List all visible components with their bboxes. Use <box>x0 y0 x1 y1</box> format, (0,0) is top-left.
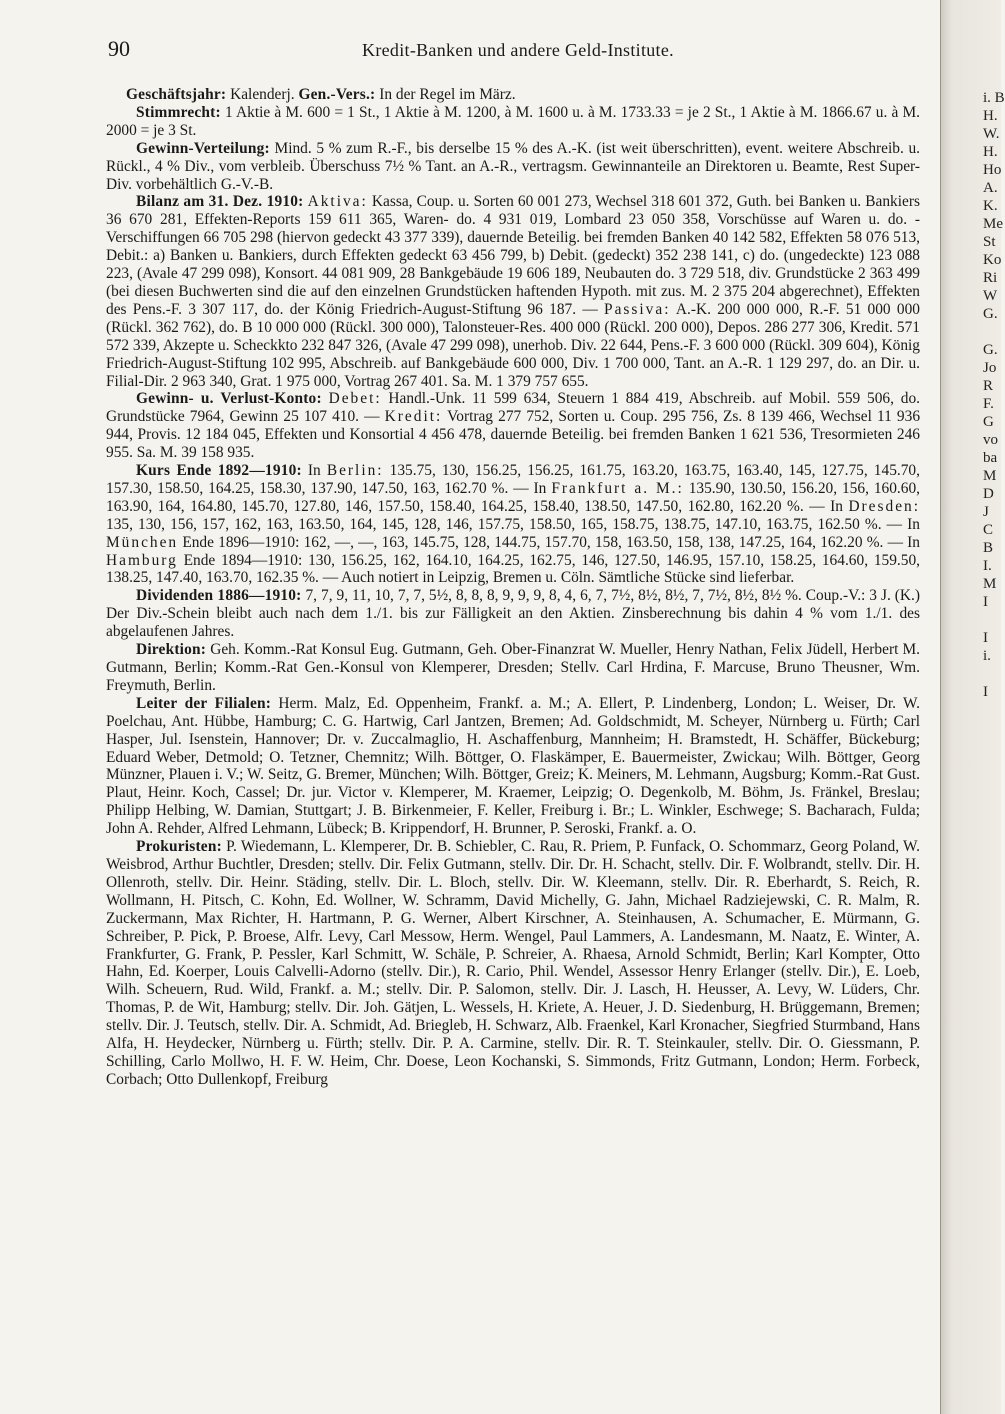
adjacent-page-fragment: K. <box>983 198 998 214</box>
paragraph-stimmrecht <box>106 104 920 140</box>
paragraph-text: 1 Aktie à M. 600 = 1 St., 1 Aktie à M. 1200, à M. 1600 u. à M. 1733.33 = je 2 St., 1 Aktie à M. 1866.67 u. à M. 2000 = je 3 St. <box>106 103 920 139</box>
adjacent-page-fragment: F. <box>983 396 994 412</box>
adjacent-page-fragment: G. <box>983 342 998 358</box>
paragraph-text: Geh. Komm.-Rat Konsul Eug. Gutmann, Geh. Ober-Finanzrat W. Mueller, Henry Nathan, Felix Jüdell, Herbert M. Gutmann, Berlin; Komm.-Rat Gen.-Konsul von Klemperer, Dresden; Stellv. Carl Hrdina, F. Marcuse, Bruno Theusner, Wm. Freymuth, Berlin. <box>106 641 920 694</box>
spaced-label: Dresden: <box>848 497 920 515</box>
paragraph-text: 135.90, 130.50, 156.20, 156, 160.60, 163.90, 164, 164.80, 145.70, 127.80, 146, 157.50, 158.40, 164.25, 158.40, 138.50, 147.50, 162.80, 162.20 %. — In <box>106 479 921 515</box>
paragraph-text: 7, 7, 9, 11, 10, 7, 7, 5½, 8, 8, 8, 9, 9, 9, 8, 4, 6, 7, 7½, 8½, 8½, 7, 7½, 8½, 8½ %. Coup.-V.: 3 J. (K.) Der Div.-Schein bleibt auch nach dem 1./1. bis zur Fälligkeit an den Aktien. Zinsberechnung bis dahin 4 % vom 1./1. des abgelaufenen Jahres. <box>106 587 920 641</box>
page-header <box>108 36 928 66</box>
paragraph-text: In <box>301 462 327 480</box>
adjacent-page-fragment: Ri <box>983 270 998 286</box>
adjacent-page-fragment: Jo <box>983 360 997 376</box>
adjacent-page-fragment: A. <box>983 180 998 196</box>
paragraph-text: 135.75, 130, 156.25, 156.25, 161.75, 163.20, 163.75, 163.40, 145, 127.75, 145.70, 157.30, 158.50, 164.25, 158.30, 137.90, 147.50, 163, 162.70 %. — In <box>106 462 920 497</box>
paragraph-bilanz <box>106 193 920 390</box>
spaced-label: München <box>106 533 179 551</box>
adjacent-page-fragment: D <box>983 486 994 502</box>
paragraph-direktion <box>106 641 920 695</box>
section-heading: Geschäftsjahr: <box>126 86 227 103</box>
paragraph-text: Kassa, Coup. u. Sorten 60 001 273, Wechsel 318 601 372, Guth. bei Banken u. Bankiers 36 670 281, Effekten-Reports 159 611 365, Waren- do. 4 931 019, Lombard 23 050 358, Vorschüsse auf Waren u. do. -Verschiffungen 66 705 298 (hiervon gedeckt 43 377 339), dauernde Beteilig. bei fremden Banken 40 142 582, Effekten 58 076 513, Debit.: a) Banken u. Bankiers, durch Effekten gedeckt 63 456 799, b) Debit. (gedeckt) 352 238 141, c) do. (ungedeckte) 123 088 223, (Avale 47 299 098), Konsort. 44 081 909, 28 Bankgebäude 19 606 189, Neubauten do. 3 729 518, div. Grundstücke 2 363 499 (bei diesen Buchwerten sind die auf den einzelnen Grundstücken haftenden Hypoth. mit zus. M. 2 375 204 abgerechnet), Effekten des Pens.-F. 3 307 117, do. der König Friedrich-August-Stiftung 96 187. — <box>106 193 920 318</box>
paragraph-text: P. Wiedemann, L. Klemperer, Dr. B. Schiebler, C. Rau, R. Priem, P. Funfack, O. Schommarz, Georg Poland, W. Weisbrod, Arthur Buchtler, Dresden; stellv. Dir. Felix Gutmann, stellv. Dir. Dr. H. Schacht, stellv. Dir. F. Wolbrandt, stellv. Dir. H. Ollenroth, stellv. Dir. Heinr. Städing, stellv. Dir. L. Bloch, stellv. Dir. W. Kleemann, stellv. Dir. R. Eberhardt, S. Reich, R. Wollmann, H. Pitsch, C. Kohn, Ed. Wollner, W. Schramm, David Michelly, G. Jahn, Michael Radziejewski, C. R. Malm, R. Zuckermann, Max Richter, H. Hartmann, P. G. Werner, Albert Kirschner, A. Steinhausen, A. Schumacher, E. Mürmann, G. Schreiber, P. Pick, P. Broese, Alfr. Levy, Carl Messow, Herm. Wengel, Paul Lammers, A. Landesmann, M. Naatz, E. Winter, A. Frankfurter, G. Frank, P. Pessler, Karl Schmitt, W. Schäle, P. Schreier, A. Rhaesa, Arnold Schmidt, Berlin; Karl Kompter, Otto Hahn, Ed. Koerper, Louis Calvelli-Adorno (stellv. Dir.), R. Cario, Phil. Wendel, Assessor Henry Erlanger (stellv. Dir.), E. Loeb, Wilh. Scheuern, Rud. Wild, Frankf. a. M.; stellv. Dir. P. Salomon, stellv. Dir. J. Lasch, H. Heusser, A. Levy, W. Lüders, Chr. Thomas, P. de Wit, Hamburg; stellv. Dir. Joh. Gätjen, L. Wessels, H. Kriete, A. Heuer, J. D. Siedenburg, H. Brüggemann, Bremen; stellv. Dir. J. Teutsch, stellv. Dir. A. Schmidt, Ad. Briegleb, H. Schwarz, Alb. Fraenkel, Karl Kronacher, Siegfried Sturmband, Hans Alfa, H. Heydecker, Nürnberg u. Fürth; stellv. Dir. P. A. Carmine, stellv. Dir. R. T. Steinkauler, stellv. Dir. O. Giessmann, P. Schilling, Carlo Mollwo, H. F. W. Heim, Chr. Doese, Leon Kochanski, S. Simmonds, Fritz Gutmann, London; Herm. Forbeck, Corbach; Otto Dullenkopf, Freiburg <box>106 838 920 1088</box>
paragraph-prokuristen <box>106 838 920 1089</box>
adjacent-page-fragment: J <box>983 504 989 520</box>
paragraph-text: Herm. Malz, Ed. Oppenheim, Frankf. a. M.; A. Ellert, P. Lindenberg, London; L. Weiser, Dr. W. Poelchau, Ant. Hübbe, Hamburg; C. G. Hartwig, Carl Jantzen, Bremen; Ad. Goldschmidt, M. Scheyer, Nürnberg u. Fürth; Carl Hasper, Jul. Isenstein, Hannover; Dr. v. Zuccalmaglio, H. Aschaffenburg, Mannheim; H. Bramstedt, H. Schäffer, Bückeburg; Eduard Weber, Detmold; O. Tetzner, Chemnitz; Wilh. Böttger, O. Flaskämper, E. Bauermeister, Zwickau; Wilh. Böttger, Georg Münzner, Plauen i. V.; W. Seitz, G. Bremer, München; Wilh. Böttger, Greiz; K. Meiners, M. Lehmann, Augsburg; Komm.-Rat Gust. Plaut, Heinr. Koch, Cassel; Dr. jur. Victor v. Klemperer, M. Kraemer, Leipzig; O. Degenkolb, M. Böhm, Js. Fränkel, Breslau; Philipp Helbing, W. Damian, Stuttgart; J. B. Birkenmeier, F. Keller, Freiburg i. Br.; L. Winkler, Eschwege; S. Bacharach, Fulda; John A. Rehder, Alfred Lehmann, Lübeck; B. Krippendorf, H. Brunner, P. Seroski, Frankf. a. O. <box>106 694 920 838</box>
paragraph-dividenden <box>106 587 920 641</box>
adjacent-page-fragment: I <box>983 684 988 700</box>
adjacent-page-fragment: M <box>983 468 997 484</box>
paragraph-gewinn-verlust <box>106 390 920 462</box>
adjacent-page-fragment: I <box>983 630 988 646</box>
adjacent-page-fragment: Me <box>983 216 1003 232</box>
section-heading: Stimmrecht: <box>136 103 221 121</box>
adjacent-page-fragment: Ko <box>983 252 1002 268</box>
paragraph-kurs <box>106 462 920 587</box>
page-number: 90 <box>108 36 130 61</box>
adjacent-page-fragment: i. B <box>983 90 1005 106</box>
adjacent-page-fragment: M <box>983 576 997 592</box>
section-heading: Gewinn-Verteilung: <box>136 139 270 157</box>
section-heading: Prokuristen: <box>136 838 222 856</box>
paragraph-geschaeftsjahr <box>106 86 920 104</box>
adjacent-page-fragment: Ho <box>983 162 1002 178</box>
adjacent-page-fragment: I <box>983 594 988 610</box>
adjacent-page-fragment: B <box>983 540 994 556</box>
paragraph-text <box>322 390 329 407</box>
adjacent-page-fragment: W <box>983 288 998 304</box>
adjacent-page-fragment: H. <box>983 144 998 160</box>
section-heading: Kurs Ende 1892—1910: <box>136 462 302 480</box>
paragraph-leiter <box>106 695 920 838</box>
paragraph-gewinnverteilung <box>106 140 920 194</box>
paragraph-text: Handl.-Unk. 11 599 634, Steuern 1 884 419, Abschreib. auf Mobil. 559 506, do. Grundstücke 7964, Gewinn 25 107 410. — <box>106 390 920 426</box>
paragraph-text: Kalenderj. <box>226 86 299 103</box>
section-heading: Dividenden 1886—1910: <box>136 587 302 605</box>
adjacent-page-fragment: G <box>983 414 994 430</box>
spaced-label: Hamburg <box>106 551 178 569</box>
paragraph-text: A.-K. 200 000 000, R.-F. 51 000 000 (Rückl. 362 762), do. B 10 000 000 (Rückl. 300 000), Talonsteuer-Res. 400 000 (Rückl. 200 000), Depos. 286 277 306, Kredit. 571 572 339, Akzepte u. Scheckkto 232 847 326, (Avale 47 299 098), unerhob. Div. 22 644, Pens.-F. 3 600 000 (Rückl. 309 604), König Friedrich-August-Stiftung 102 995, Abschreib. auf Bankgebäude 600 000, Div. 1 700 000, Tant. an A.-R. 1 129 297, do. an Dir. u. Filial-Dir. 2 963 340, Grat. 1 975 000, Vortrag 267 401. Sa. M. 1 379 757 655. <box>106 300 920 390</box>
paragraph-text: In der Regel im März. <box>375 86 516 103</box>
adjacent-page-fragment: W. <box>983 126 1000 142</box>
adjacent-page-fragment: i. <box>983 648 991 664</box>
paragraph-text: Ende 1896—1910: 162, —, —, 163, 145.75, 128, 144.75, 157.70, 158, 163.50, 158, 138, 147.25, 164, 162.20 %. — In <box>178 533 920 551</box>
section-heading: Gen.-Vers.: <box>298 86 376 103</box>
adjacent-page-fragment: St <box>983 234 996 250</box>
running-title: Kredit-Banken und andere Geld-Institute. <box>362 40 674 60</box>
paragraph-text: Ende 1894—1910: 130, 156.25, 162, 164.10, 164.25, 162.75, 146, 127.50, 146.95, 157.10, 158.25, 164.60, 159.50, 138.25, 147.40, 163.70, 162.35 %. — Auch notiert in Leipzig, Bremen u. Cöln. Sämtliche Stücke sind lieferbar. <box>106 551 920 587</box>
section-heading: Gewinn- u. Verlust-Konto: <box>136 390 322 408</box>
section-heading: Leiter der Filialen: <box>136 694 272 712</box>
adjacent-page-fragment: C <box>983 522 994 538</box>
spaced-label: Debet: <box>328 390 382 408</box>
paragraph-text: Mind. 5 % zum R.-F., bis derselbe 15 % des A.-K. (ist weit überschritten), event. weitere Abschreib. u. Rückl., 4 % Div., vom verbleib. Überschuss 7½ % Tant. an A.-R., vertragsm. Gewinnanteile an Direktoren u. Beamte, Rest Super-Div. vorbehältlich G.-V.-B. <box>106 139 920 193</box>
adjacent-page-edge <box>940 0 1005 1414</box>
section-heading: Bilanz am 31. Dez. 1910: <box>136 193 304 211</box>
adjacent-page-fragment: H. <box>983 108 998 124</box>
adjacent-page-fragment: G. <box>983 306 998 322</box>
article-body <box>106 86 920 1089</box>
paragraph-text: 135, 130, 156, 157, 162, 163, 163.50, 164, 145, 128, 146, 157.75, 158.50, 165, 158.75, 138.75, 147.10, 163.75, 162.50 %. — In <box>106 515 920 533</box>
spaced-label: Passiva: <box>604 300 671 318</box>
spaced-label: Aktiva: <box>307 193 368 211</box>
paragraph-text: Vortrag 277 752, Sorten u. Coup. 295 756, Zs. 8 139 466, Wechsel 11 936 944, Provis. 12 184 045, Effekten und Konsortial 4 456 478, dauernde Beteilig. bei fremden Banken 1 621 536, Tresormieten 246 955. Sa. M. 39 158 935. <box>106 408 921 462</box>
section-heading: Direktion: <box>136 641 207 659</box>
adjacent-page-fragment: R <box>983 378 994 394</box>
adjacent-page-fragment: I. <box>983 558 992 574</box>
spaced-label: Berlin: <box>326 462 384 480</box>
spaced-label: Frankfurt a. M.: <box>551 479 684 497</box>
adjacent-page-fragment: vo <box>983 432 998 448</box>
spaced-label: Kredit: <box>384 408 443 426</box>
adjacent-page-fragment: ba <box>983 450 998 466</box>
